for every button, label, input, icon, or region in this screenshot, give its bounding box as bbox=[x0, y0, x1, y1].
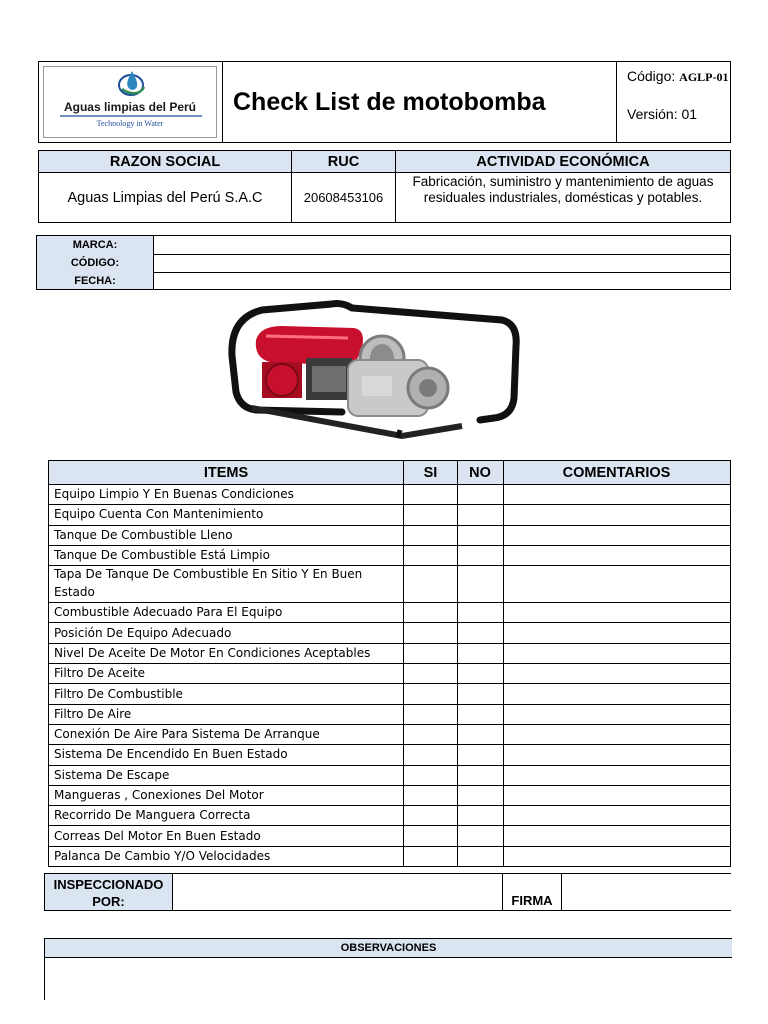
observaciones-field[interactable] bbox=[45, 958, 732, 1000]
checklist-comment-cell[interactable] bbox=[503, 663, 730, 683]
logo-cell bbox=[39, 62, 223, 142]
checklist-si-cell[interactable] bbox=[404, 704, 458, 724]
firma-label: FIRMA bbox=[503, 874, 562, 910]
checklist-comment-cell[interactable] bbox=[503, 805, 730, 825]
checklist-si-cell[interactable] bbox=[404, 765, 458, 785]
checklist-item-label: Palanca De Cambio Y/O Velocidades bbox=[49, 846, 404, 866]
codigo-row bbox=[37, 254, 730, 273]
inspected-by-label bbox=[45, 874, 173, 910]
company-logo bbox=[43, 66, 217, 138]
code-label: Código: bbox=[627, 68, 676, 84]
checklist-comment-cell[interactable] bbox=[503, 683, 730, 703]
ruc-header: RUC bbox=[292, 151, 396, 173]
checklist-item-label: Recorrido De Manguera Correcta bbox=[49, 805, 404, 825]
checklist-item-label: Equipo Cuenta Con Mantenimiento bbox=[49, 504, 404, 524]
inspected-by-line-1: INSPECCIONADO bbox=[53, 877, 164, 892]
fecha-label: FECHA: bbox=[37, 272, 154, 289]
checklist-no-cell[interactable] bbox=[457, 765, 504, 785]
checklist-item-label: Filtro De Combustible bbox=[49, 683, 404, 703]
firma-field[interactable] bbox=[562, 874, 732, 910]
checklist-item-label: Tanque De Combustible Está Limpio bbox=[49, 545, 404, 565]
checklist-no-cell[interactable] bbox=[457, 484, 504, 504]
items-header: ITEMS bbox=[49, 461, 404, 484]
checklist-comment-cell[interactable] bbox=[503, 643, 730, 663]
logo-tagline-text: Technology in Water bbox=[96, 119, 164, 128]
checklist-row bbox=[49, 643, 730, 664]
inspection-signoff bbox=[44, 873, 731, 911]
checklist-no-cell[interactable] bbox=[457, 565, 504, 602]
checklist-row bbox=[49, 704, 730, 725]
code-value: AGLP-01 bbox=[679, 70, 729, 84]
checklist-comment-cell[interactable] bbox=[503, 765, 730, 785]
checklist-comment-cell[interactable] bbox=[503, 504, 730, 524]
checklist-comment-cell[interactable] bbox=[503, 704, 730, 724]
checklist-si-cell[interactable] bbox=[404, 525, 458, 545]
checklist-item-label: Sistema De Encendido En Buen Estado bbox=[49, 744, 404, 764]
checklist-item-label: Correas Del Motor En Buen Estado bbox=[49, 826, 404, 846]
checklist-no-cell[interactable] bbox=[457, 785, 504, 805]
checklist-si-cell[interactable] bbox=[404, 602, 458, 622]
checklist-no-cell[interactable] bbox=[457, 683, 504, 703]
checklist-item-label: Sistema De Escape bbox=[49, 765, 404, 785]
checklist-no-cell[interactable] bbox=[457, 826, 504, 846]
checklist-item-label: Filtro De Aceite bbox=[49, 663, 404, 683]
checklist-no-cell[interactable] bbox=[457, 846, 504, 866]
checklist-comment-cell[interactable] bbox=[503, 826, 730, 846]
checklist-row bbox=[49, 602, 730, 623]
checklist-row bbox=[49, 724, 730, 745]
razon-social-value: Aguas Limpias del Perú S.A.C bbox=[39, 173, 292, 222]
no-header: NO bbox=[457, 461, 504, 484]
checklist-row bbox=[49, 545, 730, 566]
checklist-comment-cell[interactable] bbox=[503, 623, 730, 643]
checklist-row bbox=[49, 484, 730, 505]
checklist-no-cell[interactable] bbox=[457, 724, 504, 744]
checklist-si-cell[interactable] bbox=[404, 623, 458, 643]
checklist-comment-cell[interactable] bbox=[503, 846, 730, 866]
checklist-item-label: Mangueras , Conexiones Del Motor bbox=[49, 785, 404, 805]
checklist-no-cell[interactable] bbox=[457, 643, 504, 663]
motopump-image bbox=[222, 296, 522, 444]
checklist-si-cell[interactable] bbox=[404, 545, 458, 565]
checklist-item-label: Posición De Equipo Adecuado bbox=[49, 623, 404, 643]
checklist-no-cell[interactable] bbox=[457, 602, 504, 622]
checklist-row bbox=[49, 683, 730, 704]
actividad-header: ACTIVIDAD ECONÓMICA bbox=[396, 151, 730, 173]
checklist-row bbox=[49, 663, 730, 684]
checklist-table bbox=[48, 460, 731, 867]
checklist-si-cell[interactable] bbox=[404, 846, 458, 866]
checklist-comment-cell[interactable] bbox=[503, 724, 730, 744]
water-drop-logo-icon bbox=[44, 67, 216, 137]
checklist-row bbox=[49, 805, 730, 826]
checklist-si-cell[interactable] bbox=[404, 826, 458, 846]
checklist-row bbox=[49, 525, 730, 546]
logo-brand-text: Aguas limpias del Perú bbox=[63, 100, 197, 114]
checklist-item-label: Nivel De Aceite De Motor En Condiciones Aceptables bbox=[49, 643, 404, 663]
document-title: Check List de motobomba bbox=[233, 87, 546, 116]
checklist-row bbox=[49, 826, 730, 847]
checklist-si-cell[interactable] bbox=[404, 643, 458, 663]
razon-social-header: RAZON SOCIAL bbox=[39, 151, 292, 173]
checklist-comment-cell[interactable] bbox=[503, 602, 730, 622]
marca-label: MARCA: bbox=[37, 236, 154, 254]
comentarios-header: COMENTARIOS bbox=[562, 464, 671, 481]
checklist-si-cell[interactable] bbox=[404, 565, 458, 602]
checklist-item-label: Tanque De Combustible Lleno bbox=[49, 525, 404, 545]
checklist-comment-cell[interactable] bbox=[503, 484, 730, 504]
version-text: Versión: 01 bbox=[627, 106, 698, 122]
checklist-no-cell[interactable] bbox=[457, 504, 504, 524]
checklist-comment-cell[interactable] bbox=[503, 545, 730, 565]
checklist-si-cell[interactable] bbox=[404, 785, 458, 805]
checklist-item-label: Conexión De Aire Para Sistema De Arranque bbox=[49, 724, 404, 744]
checklist-si-cell[interactable] bbox=[404, 744, 458, 764]
checklist-si-cell[interactable] bbox=[404, 663, 458, 683]
checklist-no-cell[interactable] bbox=[457, 704, 504, 724]
checklist-comment-cell[interactable] bbox=[503, 744, 730, 764]
observaciones-section bbox=[44, 938, 731, 1000]
checklist-si-cell[interactable] bbox=[404, 484, 458, 504]
checklist-row bbox=[49, 846, 730, 866]
codigo-label: CÓDIGO: bbox=[37, 254, 154, 272]
actividad-value: Fabricación, suministro y mantenimiento de aguas residuales industriales, domésticas y potables. bbox=[412, 174, 714, 205]
document-header bbox=[38, 61, 731, 143]
equipment-fields bbox=[36, 235, 731, 290]
checklist-row bbox=[49, 765, 730, 786]
checklist-si-cell[interactable] bbox=[404, 504, 458, 524]
checklist-no-cell[interactable] bbox=[457, 663, 504, 683]
checklist-row bbox=[49, 744, 730, 765]
company-info-table bbox=[38, 150, 731, 223]
checklist-row bbox=[49, 623, 730, 644]
checklist-no-cell[interactable] bbox=[457, 805, 504, 825]
inspected-by-field[interactable] bbox=[173, 874, 503, 910]
checklist-item-label: Filtro De Aire bbox=[49, 704, 404, 724]
checklist-comment-cell[interactable] bbox=[503, 785, 730, 805]
fecha-row bbox=[37, 272, 730, 289]
ruc-value: 20608453106 bbox=[292, 173, 396, 222]
checklist-no-cell[interactable] bbox=[457, 525, 504, 545]
checklist-si-cell[interactable] bbox=[404, 724, 458, 744]
marca-row bbox=[37, 236, 730, 255]
checklist-item-label: Tapa De Tanque De Combustible En Sitio Y En Buen Estado bbox=[49, 565, 404, 602]
checklist-header-row bbox=[49, 461, 730, 485]
inspected-by-line-2: POR: bbox=[92, 894, 125, 909]
title-cell bbox=[223, 62, 617, 142]
code-line bbox=[627, 68, 729, 85]
checklist-row bbox=[49, 504, 730, 525]
checklist-row bbox=[49, 785, 730, 806]
code-cell bbox=[617, 62, 731, 142]
checklist-row bbox=[49, 565, 730, 603]
checklist-comment-cell[interactable] bbox=[503, 525, 730, 545]
checklist-si-cell[interactable] bbox=[404, 805, 458, 825]
checklist-item-label: Equipo Limpio Y En Buenas Condiciones bbox=[49, 484, 404, 504]
checklist-no-cell[interactable] bbox=[457, 623, 504, 643]
checklist-si-cell[interactable] bbox=[404, 683, 458, 703]
checklist-item-label: Combustible Adecuado Para El Equipo bbox=[49, 602, 404, 622]
checklist-comment-cell[interactable] bbox=[503, 565, 730, 602]
checklist-no-cell[interactable] bbox=[457, 545, 504, 565]
checklist-no-cell[interactable] bbox=[457, 744, 504, 764]
si-header: SI bbox=[404, 461, 458, 484]
observaciones-label: OBSERVACIONES bbox=[45, 938, 732, 958]
